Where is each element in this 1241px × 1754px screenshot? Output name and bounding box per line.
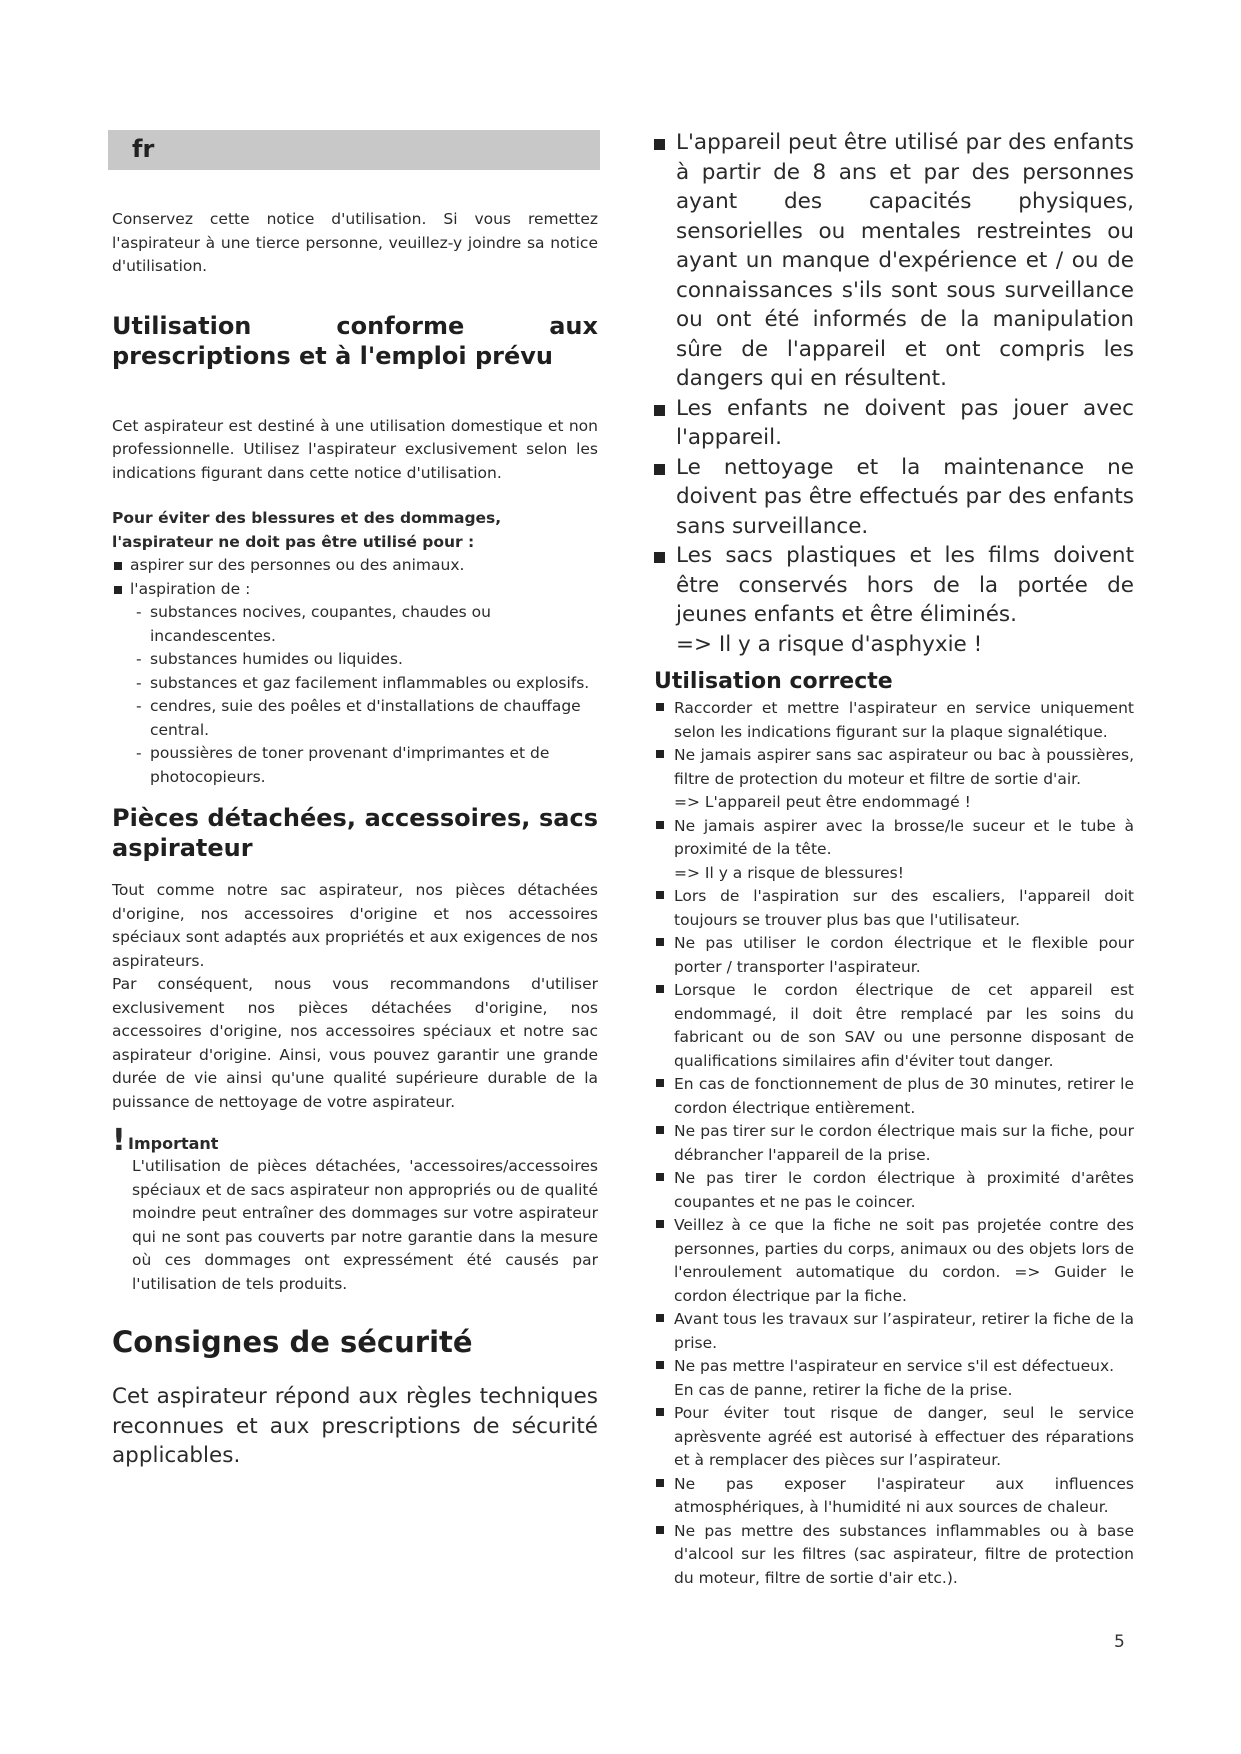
language-code: fr — [132, 135, 155, 163]
right-column — [654, 128, 1134, 1590]
important-note-heading — [112, 1123, 598, 1158]
warning-title: Pour éviter des blessures et des dommages, l'aspirateur ne doit pas être utilisé pour : — [112, 509, 502, 551]
page-number: 5 — [1114, 1632, 1125, 1652]
list-item — [654, 1355, 1134, 1402]
list-item: - substances nocives, coupantes, chaudes ou incandescentes. — [130, 601, 598, 648]
important-label: Important — [128, 1134, 219, 1153]
list-item: - poussières de toner provenant d'imprimantes et de photocopieurs. — [130, 742, 598, 789]
list-item: Ne pas tirer sur le cordon électrique mais sur la fiche, pour débrancher l'appareil de la prise. — [654, 1120, 1134, 1167]
list-item-text: Ne jamais aspirer sans sac aspirateur ou bac à poussières, filtre de protection du moteur et filtre de sortie d'air. — [674, 746, 1134, 788]
list-item: L'appareil peut être utilisé par des enfants à partir de 8 ans et par des personnes ayant des capacités physiques, sensorielles ou mentales restreintes ou ayant un manque d'expérience et / ou de connaissances s'ils sont sous surveillance ou ont été informés de la manipulation sûre de l'appareil et ont compris les dangers qui en résultent. — [654, 128, 1134, 394]
list-item: Le nettoyage et la maintenance ne doivent pas être effectués par des enfants sans surveillance. — [654, 453, 1134, 542]
substances-list — [112, 601, 598, 789]
list-item: Ne pas exposer l'aspirateur aux influences atmosphériques, à l'humidité ni aux sources de chaleur. — [654, 1473, 1134, 1520]
list-item: l'aspiration de : — [112, 578, 598, 602]
list-item: Lorsque le cordon électrique de cet appareil est endommagé, il doit être remplacé par les soins du fabricant ou de son SAV ou une personne disposant de qualifications similaires afin d'éviter tout danger. — [654, 979, 1134, 1073]
list-item-note: En cas de panne, retirer la fiche de la prise. — [674, 1380, 1013, 1399]
list-item: Pour éviter tout risque de danger, seul le service aprèsvente agréé est autorisé à effectuer des réparations et à remplacer des pièces sur l’aspirateur. — [654, 1402, 1134, 1473]
list-item — [654, 815, 1134, 886]
correct-use-list — [654, 697, 1134, 1590]
list-item-text: Les sacs plastiques et les films doivent être conservés hors de la portée de jeunes enfants et être éliminés. — [676, 543, 1134, 627]
list-item: aspirer sur des personnes ou des animaux. — [112, 554, 598, 578]
intended-use-text: Cet aspirateur est destiné à une utilisation domestique et non professionnelle. Utilisez l'aspirateur exclusivement selon les indications figurant dans cette notice d'utilisation. — [112, 416, 598, 482]
heading-intended-use: Utilisation conforme aux prescriptions et à l'emploi prévu — [112, 311, 598, 370]
list-item — [654, 744, 1134, 815]
heading-spare-parts: Pièces détachées, accessoires, sacs aspirateur — [112, 804, 598, 862]
list-item: Lors de l'aspiration sur des escaliers, l'appareil doit toujours se trouver plus bas que l'utilisateur. — [654, 885, 1134, 932]
spare-parts-text-2: Par conséquent, nous vous recommandons d'utiliser exclusivement nos pièces détachées d'origine, nos accessoires d'origine, nos accessoires spéciaux et notre sac aspirateur d'origine. Ainsi, vous pouvez garantir une grande durée de vie ainsi qu'une qualité supérieure durable de la puissance de nettoyage de votre aspirateur. — [112, 975, 598, 1111]
list-item: Ne pas tirer le cordon électrique à proximité d'arêtes coupantes et ne pas le coincer. — [654, 1167, 1134, 1214]
important-note-text: L'utilisation de pièces détachées, 'accessoires/accessoires spéciaux et de sacs aspirateur non appropriés ou de qualité moindre peut entraîner des dommages sur votre aspirateur qui ne sont pas couverts par notre garantie dans la mesure où ces dommages ont expressément été causés par l'utilisation de tels produits. — [132, 1157, 598, 1293]
list-item-note: => Il y a risque de blessures! — [674, 863, 904, 882]
children-safety-list — [654, 128, 1134, 659]
list-item: - cendres, suie des poêles et d'installations de chauffage central. — [130, 695, 598, 742]
asphyxia-note: => Il y a risque d'asphyxie ! — [676, 631, 983, 657]
heading-safety-instructions: Consignes de sécurité — [112, 1325, 473, 1359]
warning-list — [112, 554, 598, 601]
exclamation-icon: ! — [112, 1123, 126, 1158]
list-item: En cas de fonctionnement de plus de 30 minutes, retirer le cordon électrique entièrement. — [654, 1073, 1134, 1120]
list-item: Les enfants ne doivent pas jouer avec l'appareil. — [654, 394, 1134, 453]
intro-text: Conservez cette notice d'utilisation. Si vous remettez l'aspirateur à une tierce personne, veuillez-y joindre sa notice d'utilisation. — [112, 210, 598, 275]
list-item: Ne pas utiliser le cordon électrique et le flexible pour porter / transporter l'aspirateur. — [654, 932, 1134, 979]
list-item: - substances humides ou liquides. — [130, 648, 598, 672]
list-item-text: Ne jamais aspirer avec la brosse/le suceur et le tube à proximité de la tête. — [674, 816, 1134, 858]
list-item: - substances et gaz facilement inflammables ou explosifs. — [130, 672, 598, 696]
list-item-text: Ne pas mettre l'aspirateur en service s'il est défectueux. — [674, 1357, 1115, 1375]
list-item: Ne pas mettre des substances inflammables ou à base d'alcool sur les filtres (sac aspirateur, filtre de protection du moteur, filtre de sortie d'air etc.). — [654, 1520, 1134, 1591]
list-item — [654, 541, 1134, 659]
list-item: Raccorder et mettre l'aspirateur en service uniquement selon les indications figurant sur la plaque signalétique. — [654, 697, 1134, 744]
left-column — [112, 128, 598, 1471]
list-item: Veillez à ce que la fiche ne soit pas projetée contre des personnes, parties du corps, animaux ou des objets lors de l'enroulement automatique du cordon. => Guider le cordon électrique par la fiche. — [654, 1214, 1134, 1308]
safety-lead-text: Cet aspirateur répond aux règles techniques reconnues et aux prescriptions de sécurité applicables. — [112, 1384, 598, 1468]
list-item: Avant tous les travaux sur l’aspirateur, retirer la fiche de la prise. — [654, 1308, 1134, 1355]
spare-parts-text-1: Tout comme notre sac aspirateur, nos pièces détachées d'origine, nos accessoires d'origine et nos accessoires spéciaux sont adaptés aux propriétés et aux exigences de nos aspirateurs. — [112, 881, 598, 970]
heading-correct-use: Utilisation correcte — [654, 669, 893, 694]
list-item-note: => L'appareil peut être endommagé ! — [674, 793, 971, 811]
